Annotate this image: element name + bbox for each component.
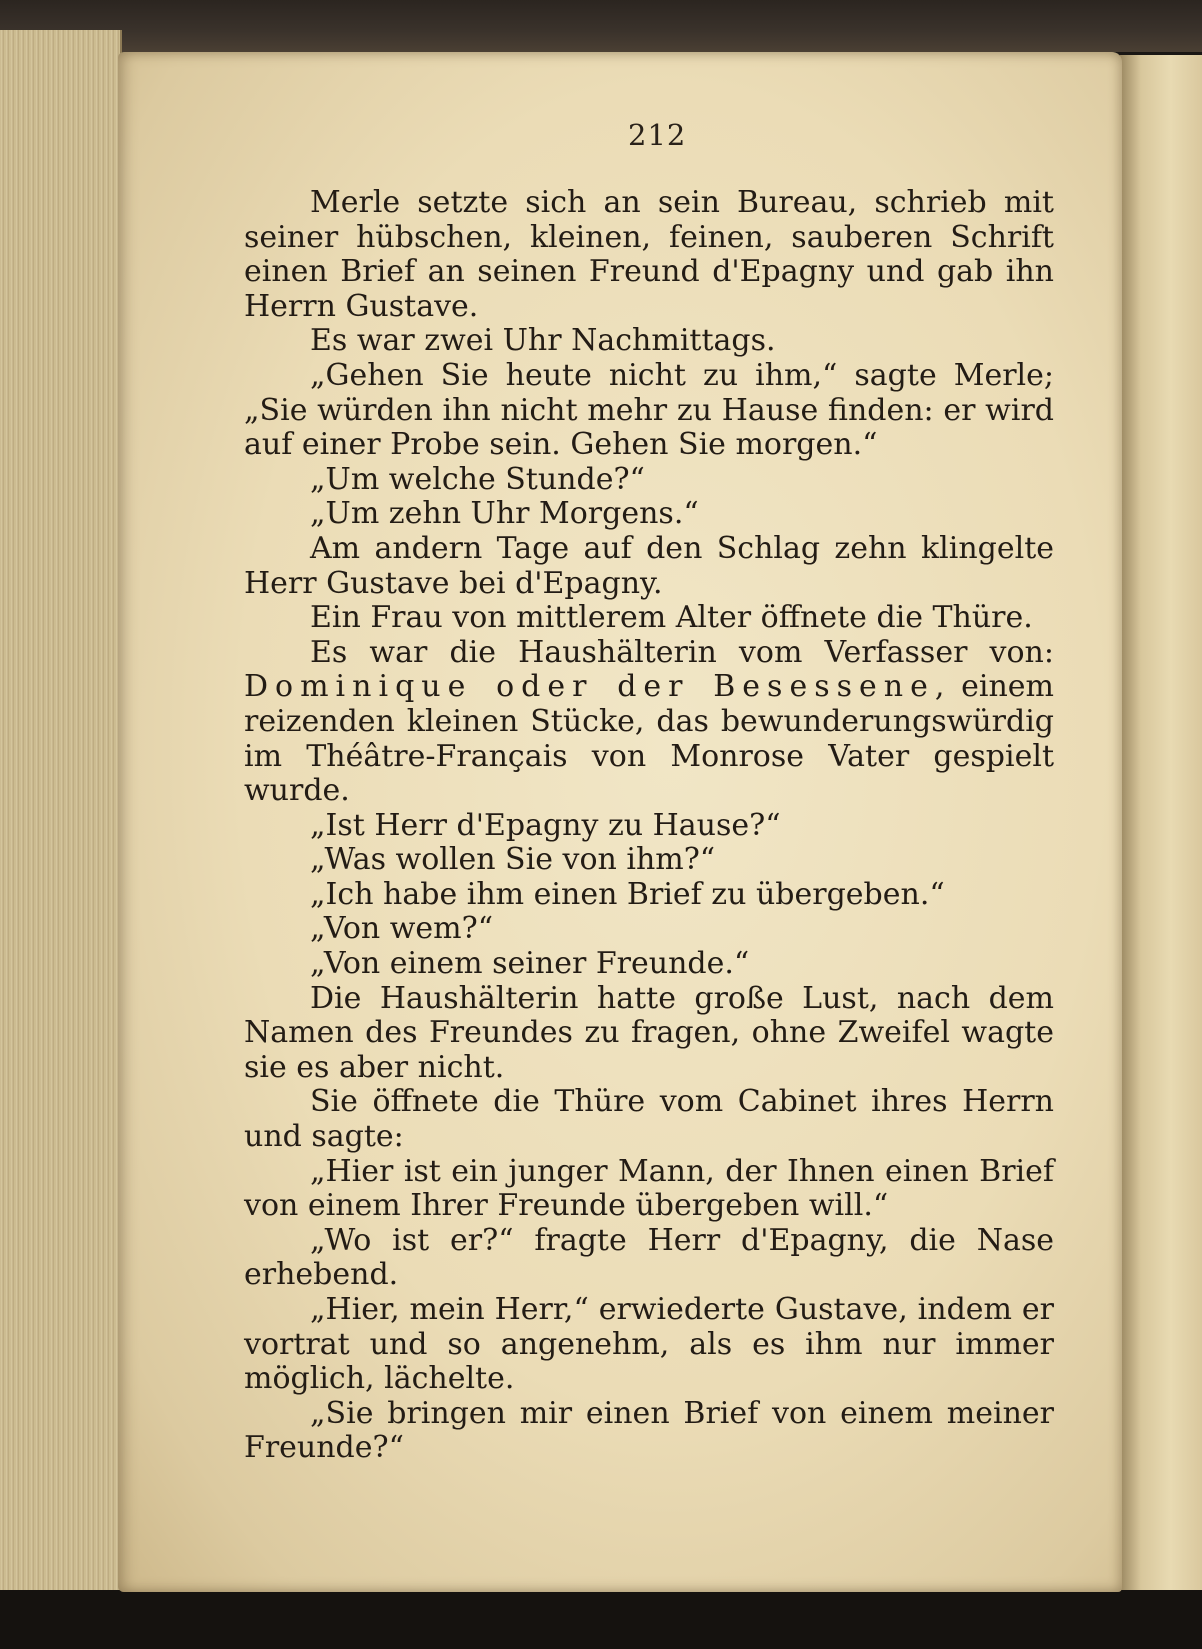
paragraph: „Wo ist er?“ fragte Herr d'Epagny, die Nase erhebend. — [244, 1222, 1054, 1293]
paragraph: „Von einem seiner Freunde.“ — [310, 946, 750, 982]
book-cover-top — [0, 0, 1202, 52]
paragraph — [244, 636, 1054, 809]
paragraph: „Hier ist ein junger Mann, der Ihnen einen Brief von einem Ihrer Freunde übergeben will.“ — [244, 1153, 1054, 1224]
paragraph: „Gehen Sie heute nicht zu ihm,“ sagte Merle; „Sie würden ihn nicht mehr zu Hause finden: er wird auf einer Probe sein. Gehen Sie morgen.“ — [244, 357, 1054, 463]
paragraph: „Ist Herr d'Epagny zu Hause?“ — [310, 807, 781, 843]
page-edges — [0, 30, 122, 1590]
paragraph: Ein Frau von mittlerem Alter öffnete die Thüre. — [310, 600, 1033, 636]
page-number: 212 — [628, 118, 687, 152]
book-cover-bottom — [0, 1590, 1202, 1649]
paragraph: „Was wollen Sie von ihm?“ — [310, 842, 716, 878]
page-text — [244, 186, 1054, 1466]
paragraph: Sie öffnete die Thüre vom Cabinet ihres Herrn und sagte: — [244, 1084, 1054, 1155]
paragraph: „Um welche Stunde?“ — [310, 461, 645, 497]
paragraph: „Von wem?“ — [310, 911, 494, 947]
paragraph: Die Haushälterin hatte große Lust, nach dem Namen des Freundes zu fragen, ohne Zweifel wagte sie es aber nicht. — [244, 980, 1054, 1085]
paragraph: „Ich habe ihm einen Brief zu übergeben.“ — [310, 876, 945, 912]
paragraph: „Hier, mein Herr,“ erwiederte Gustave, indem er vortrat und so angenehm, als es ihm nur immer möglich, lächelte. — [244, 1292, 1054, 1397]
paragraph: „Um zehn Uhr Morgens.“ — [310, 496, 699, 532]
play-title: Dominique oder der Besessene — [244, 669, 935, 705]
paragraph-text: , einem reizenden kleinen Stücke, das bewunderungswürdig im Théâtre-Français von Monrose Vater gespielt wurde. — [244, 669, 1054, 809]
facing-page-edge — [1118, 55, 1202, 1595]
paragraph: Es war zwei Uhr Nachmittags. — [310, 323, 776, 359]
paragraph: Am andern Tage auf den Schlag zehn klingelte Herr Gustave bei d'Epagny. — [244, 530, 1054, 601]
paragraph-text: Es war die Haushälterin vom Verfasser von: — [310, 634, 1054, 670]
paragraph: Merle setzte sich an sein Bureau, schrieb mit seiner hübschen, kleinen, feinen, sauberen Schrift einen Brief an seinen Freund d'Epagny und gab ihn Herrn Gustave. — [244, 185, 1054, 324]
paragraph: „Sie bringen mir einen Brief von einem meiner Freunde?“ — [244, 1395, 1054, 1466]
